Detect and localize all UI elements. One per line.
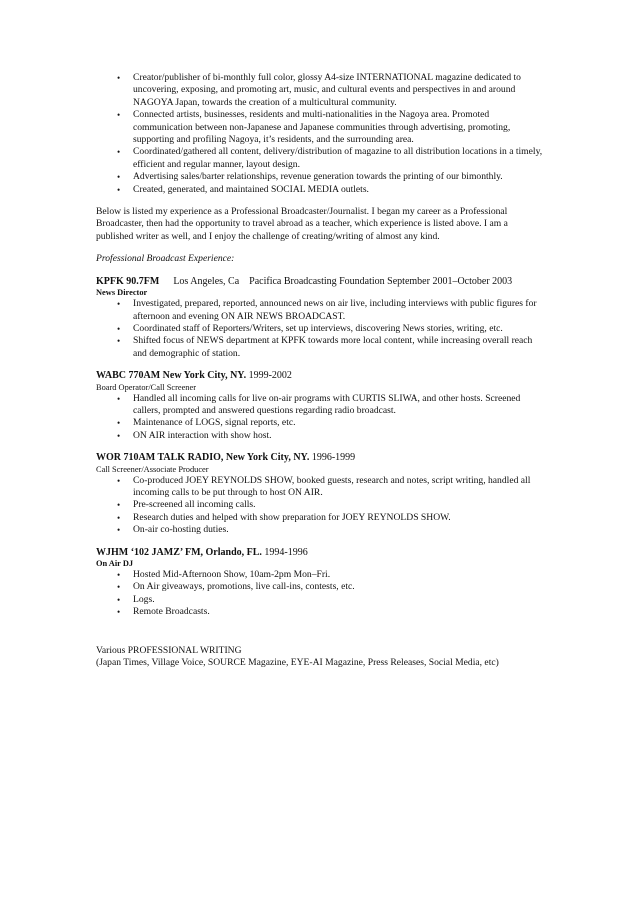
list-item — [96, 335, 546, 360]
bullet-text: On Air giveaways, promotions, live call-ins, contests, etc. — [133, 581, 355, 593]
list-item — [96, 109, 546, 146]
bullet-text: Creator/publisher of bi-monthly full color, glossy A4-size INTERNATIONAL magazine dedicated to uncovering, exposing, and promoting art, music, and cultural events and perspectives in and around NAGOYA Japan, towards the creation of a multicultural community. — [133, 72, 521, 108]
job-wjhm — [96, 547, 546, 619]
job-station: WABC 770AM New York City, NY. — [96, 370, 247, 382]
job-years: 1999-2002 — [248, 370, 292, 382]
list-item — [96, 146, 546, 171]
list-item — [96, 171, 546, 183]
job-bullets — [96, 569, 546, 619]
bullet-text: Created, generated, and maintained SOCIAL MEDIA outlets. — [133, 183, 369, 195]
bullet-icon: • — [117, 110, 121, 121]
job-role: Call Screener/Associate Producer — [96, 464, 209, 474]
bullet-icon: • — [117, 418, 121, 429]
bullet-icon: • — [117, 393, 121, 404]
bullet-text: Coordinated/gathered all content, delivery/distribution of magazine to all distribution locations in a timely, efficient and regular manner, layout design. — [133, 146, 543, 170]
list-item — [96, 499, 546, 511]
bullet-text: Connected artists, businesses, residents and multi-nationalities in the Nagoya area. Promoted communication between non-Japanese and Japanese communities through advertising, promoting, supporting and profiling Nagoya, it’s residents, and the surrounding area. — [133, 109, 511, 146]
magazine-bullets — [96, 72, 546, 196]
bullet-icon: • — [117, 570, 121, 580]
job-bullets — [96, 298, 546, 360]
job-location: Los Angeles, Ca — [173, 275, 240, 287]
bullet-text: Remote Broadcasts. — [133, 606, 210, 618]
list-item — [96, 184, 546, 196]
writing-details: (Japan Times, Village Voice, SOURCE Magazine, EYE-AI Magazine, Press Releases, Social Media, etc) — [96, 657, 499, 669]
bullet-icon: • — [117, 582, 121, 593]
job-wor — [96, 452, 546, 536]
intro-paragraph: Below is listed my experience as a Professional Broadcaster/Journalist. I began my career as a Professional Broadcaster, then had the opportunity to travel abroad as a teacher, which experience is listed above. I am a published writer as well, and I enjoy the challenge of creating/writing of almost any kind. — [96, 206, 508, 242]
bullet-text: On-air co-hosting duties. — [133, 524, 229, 536]
list-item — [96, 393, 546, 418]
job-header — [96, 276, 546, 288]
job-header — [96, 547, 546, 559]
list-item — [96, 298, 546, 323]
job-station: WJHM ‘102 JAMZ’ FM, Orlando, FL. — [96, 546, 262, 558]
job-header — [96, 370, 546, 382]
list-item — [96, 72, 546, 109]
list-item — [96, 581, 546, 593]
job-years: 1994-1996 — [264, 546, 308, 558]
bullet-icon: • — [117, 525, 121, 536]
job-role: Board Operator/Call Screener — [96, 382, 196, 392]
job-bullets — [96, 475, 546, 537]
bullet-text: Handled all incoming calls for live on-air programs with CURTIS SLIWA, and other hosts. Screened callers, prompted and answered questions regarding radio broadcast. — [133, 392, 521, 416]
bullet-icon: • — [117, 336, 121, 347]
bullet-text: Coordinated staff of Reporters/Writers, set up interviews, discovering News stories, writing, etc. — [133, 322, 503, 334]
bullet-icon: • — [117, 475, 121, 486]
job-years: 1996-1999 — [311, 452, 356, 464]
bullet-icon: • — [117, 172, 121, 183]
bullet-text: ON AIR interaction with show host. — [133, 429, 272, 441]
list-item — [96, 323, 546, 335]
writing-section — [96, 645, 546, 670]
writing-title: Various PROFESSIONAL WRITING — [96, 644, 242, 656]
bullet-text: Co-produced JOEY REYNOLDS SHOW, booked guests, research and notes, script writing, handled all incoming calls to be put through to host ON AIR. — [133, 474, 531, 498]
job-details: Pacifica Broadcasting Foundation September 2001–October 2003 — [249, 275, 513, 287]
bullet-icon: • — [117, 594, 121, 605]
bullet-text: Investigated, prepared, reported, announced news on air live, including interviews with public figures for afternoon and evening ON AIR NEWS BROADCAST. — [133, 298, 537, 322]
bullet-icon: • — [117, 147, 121, 158]
job-wabc — [96, 370, 546, 442]
job-station: WOR 710AM TALK RADIO, New York City, NY. — [96, 452, 310, 464]
bullet-icon: • — [117, 184, 121, 195]
job-kpfk — [96, 276, 546, 360]
bullet-text: Logs. — [133, 593, 155, 605]
list-item — [96, 606, 546, 618]
bullet-text: Advertising sales/barter relationships, revenue generation towards the printing of our bimonthly. — [133, 171, 503, 183]
job-station: KPFK 90.7FM — [96, 275, 160, 287]
bullet-icon: • — [117, 73, 121, 83]
job-bullets — [96, 393, 546, 443]
bullet-text: Hosted Mid-Afternoon Show, 10am-2pm Mon–Fri. — [133, 569, 331, 580]
list-item — [96, 594, 546, 606]
section-title: Professional Broadcast Experience: — [96, 253, 235, 265]
bullet-text: Maintenance of LOGS, signal reports, etc. — [133, 417, 296, 429]
job-role: News Director — [96, 288, 148, 298]
bullet-icon: • — [117, 500, 121, 511]
resume-content — [96, 72, 546, 669]
bullet-icon: • — [117, 430, 121, 441]
job-header — [96, 452, 546, 464]
list-item — [96, 524, 546, 536]
list-item — [96, 417, 546, 429]
list-item — [96, 569, 546, 581]
list-item — [96, 430, 546, 442]
bullet-icon: • — [117, 323, 121, 334]
job-role: On Air DJ — [96, 559, 134, 568]
bullet-text: Shifted focus of NEWS department at KPFK towards more local content, while increasing overall reach and demographic of station. — [133, 335, 533, 359]
bullet-icon: • — [117, 607, 121, 618]
bullet-text: Research duties and helped with show preparation for JOEY REYNOLDS SHOW. — [133, 511, 451, 523]
bullet-icon: • — [117, 512, 121, 523]
list-item — [96, 512, 546, 524]
bullet-text: Pre-screened all incoming calls. — [133, 499, 256, 511]
list-item — [96, 475, 546, 500]
bullet-icon: • — [117, 299, 121, 310]
